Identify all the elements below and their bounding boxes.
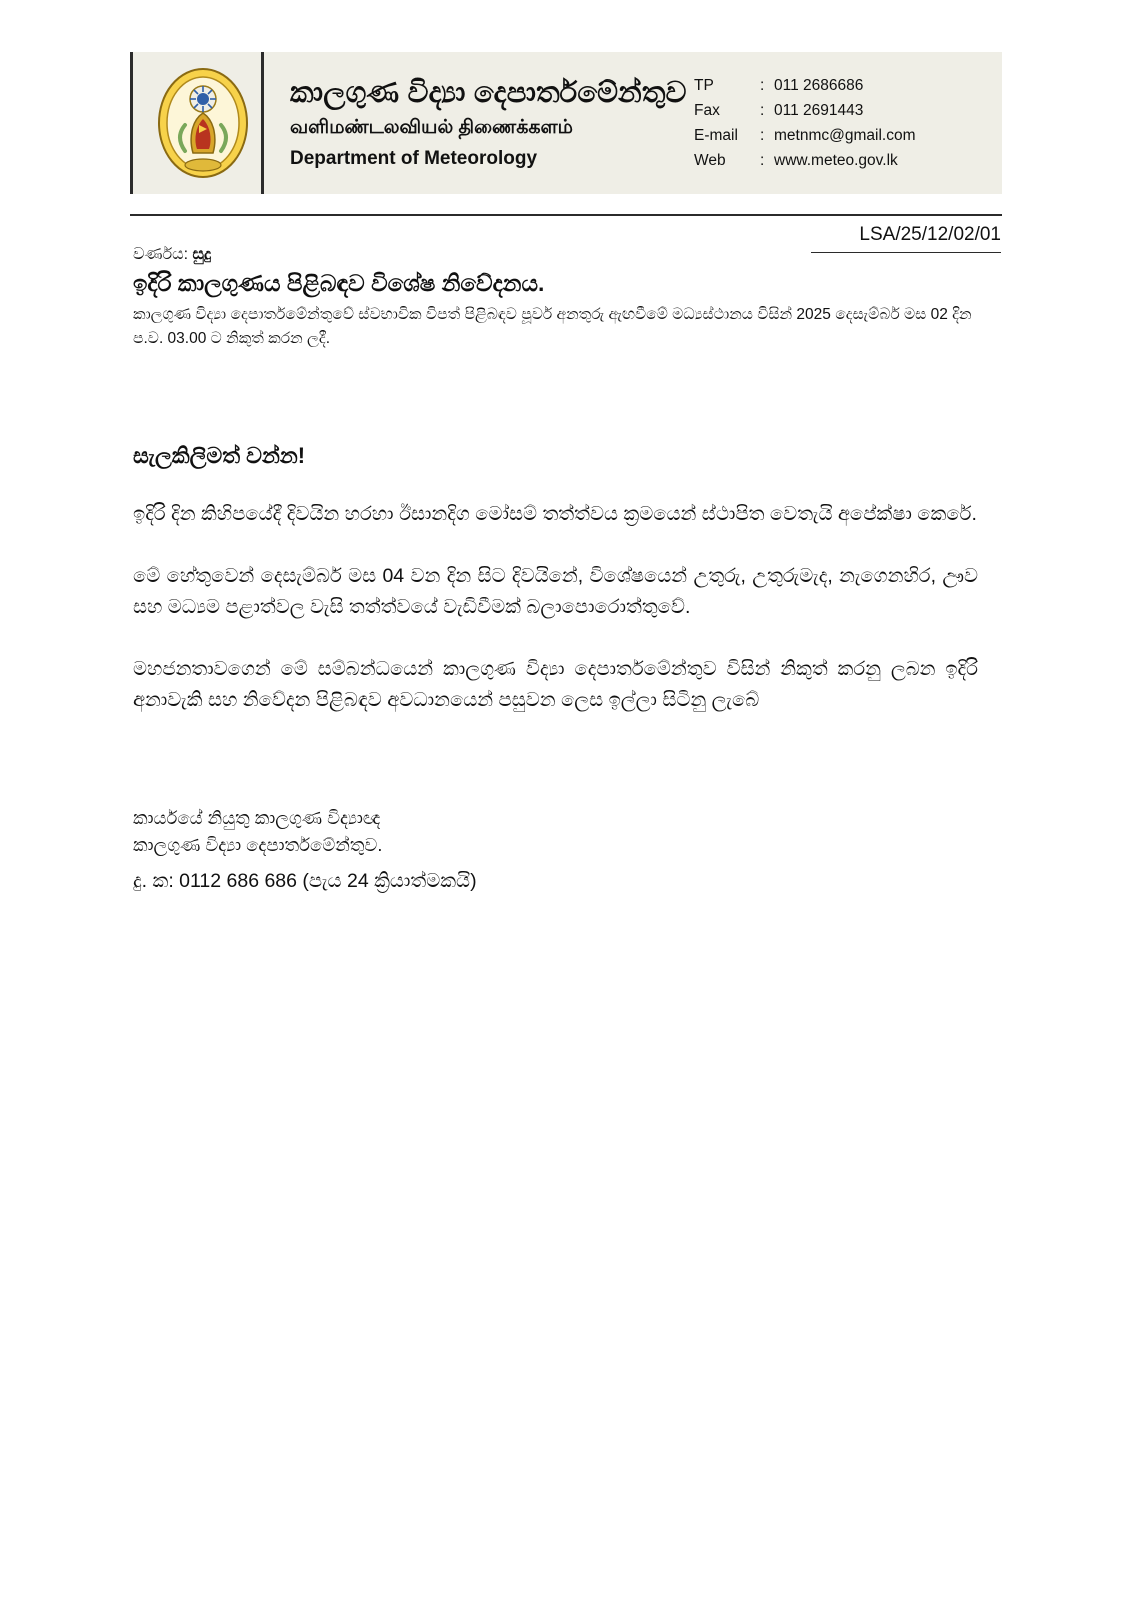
contact-sep-web: : bbox=[760, 152, 765, 170]
document-body bbox=[133, 246, 995, 896]
alert-heading: සැලකිලිමත් වන්න! bbox=[133, 443, 306, 469]
contact-row-tp bbox=[694, 73, 994, 98]
signoff-block bbox=[133, 805, 995, 896]
document-headline: ඉදිරි කාලගුණය පිළිබඳව විශේෂ නිවේදනය. bbox=[133, 270, 545, 296]
letterhead bbox=[130, 52, 1002, 194]
national-emblem-icon bbox=[155, 65, 251, 181]
contact-label-web: Web bbox=[694, 152, 726, 170]
colour-label: වර්ණය: bbox=[133, 246, 189, 263]
colour-line bbox=[133, 246, 995, 264]
reference-number: LSA/25/12/02/01 bbox=[859, 224, 1001, 245]
contact-label-fax: Fax bbox=[694, 101, 720, 119]
department-name-tamil: வளிமண்டலவியல் திணைக்களம் bbox=[290, 117, 573, 139]
contact-block bbox=[694, 73, 1002, 173]
issue-statement: කාලගුණ විද්‍යා දෙපාර්තමේන්තුවේ ස්වභාවික විපත් පිළිබඳව පූර්ව අනතුරු ඇඟවීමේ මධ්‍යස්ථානය විසින් 2025 දෙසැම්බර් මස 02 දින ප.ව. 03.00 ට නිකුත් කරන ලදී. bbox=[133, 306, 972, 348]
contact-value-email[interactable]: metnmc@gmail.com bbox=[774, 127, 916, 144]
contact-row-email bbox=[694, 123, 994, 148]
signoff-phone: දු. ක: 0112 686 686 (පැය 24 ක්‍රියාත්මකයි) bbox=[133, 869, 477, 892]
contact-label-tp: TP bbox=[694, 76, 714, 94]
signoff-department: කාලගුණ විද්‍යා දෙපාර්තමේන්තුව. bbox=[133, 834, 383, 855]
department-titles bbox=[264, 75, 694, 171]
department-name-english: Department of Meteorology bbox=[290, 148, 538, 170]
contact-row-fax bbox=[694, 98, 994, 123]
colour-value: සුදු bbox=[192, 246, 212, 263]
contact-value-tp: 011 2686686 bbox=[774, 76, 864, 94]
paragraph-3: මහජනතාවගෙන් මේ සම්බන්ධයෙන් කාලගුණ විද්‍යා දෙපාර්තමේන්තුව විසින් නිකුත් කරනු ලබන ඉදිරි අනාවැකි සහ නිවේදන පිළිබඳව අවධානයෙන් පසුවන ලෙස ඉල්ලා සිටිනු ලැබේ bbox=[133, 657, 978, 712]
header-rule bbox=[130, 214, 1002, 216]
contact-value-fax: 011 2691443 bbox=[774, 101, 864, 119]
paragraph-2: මේ හේතුවෙන් දෙසැම්බර් මස 04 වන දින සිට දිවයිනේ, විශේෂයෙන් උතුරු, උතුරුමැද, නැගෙනහිර, ඌව සහ මධ්‍යම පළාත්වල වැසි තත්ත්වයේ වැඩිවීමක් බලාපොරොත්තුවේ. bbox=[133, 564, 978, 619]
contact-row-web bbox=[694, 148, 994, 173]
paragraph-1: ඉදිරි දින කිහිපයේදී දිවයින හරහා ඊසානදිග මෝසම් තත්ත්වය ක්‍රමයෙන් ස්ථාපිත වෙතැයි අපේක්ෂා කෙරේ. bbox=[133, 503, 977, 526]
contact-sep-email: : bbox=[760, 127, 765, 144]
contact-label-email: E-mail bbox=[694, 127, 738, 144]
signoff-designation: කාර්යයේ නියුතු කාලගුණ විද්‍යාඥ bbox=[133, 807, 381, 828]
department-name-sinhala: කාලගුණ විද්‍යා දෙපාර්තමේන්තුව bbox=[290, 77, 687, 110]
contact-value-web[interactable]: www.meteo.gov.lk bbox=[774, 152, 898, 170]
contact-sep-tp: : bbox=[760, 76, 765, 94]
contact-sep-fax: : bbox=[760, 101, 765, 119]
